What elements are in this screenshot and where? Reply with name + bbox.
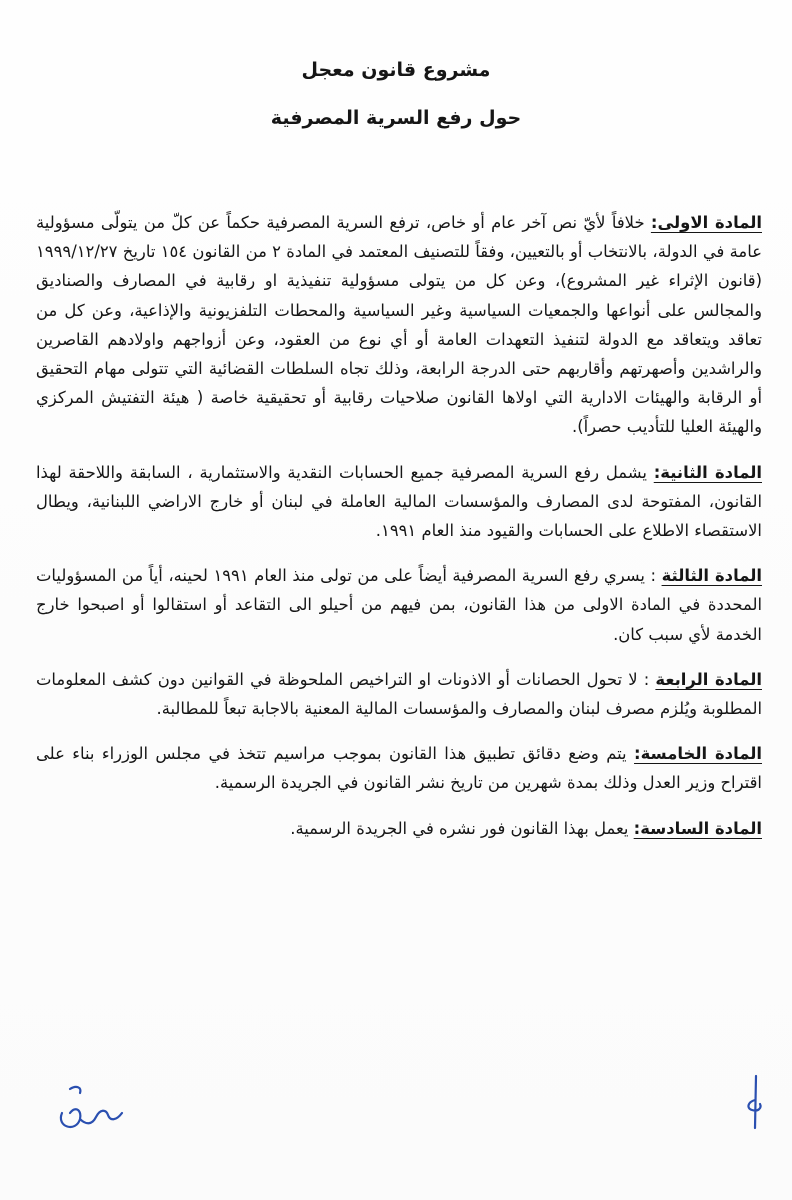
article-1-text: خلافاً لأيّ نص آخر عام أو خاص، ترفع السرية المصرفية حكماً عن كلّ من يتولّى مسؤولية عامة في الدولة، بالانتخاب أو بالتعيين، وفقاً للتصنيف المعتمد في المادة ٢ من القانون ١٥٤ تاريخ ١٩٩٩/١٢/٢٧ (قانون الإثراء غير المشروع)، وعن كل من يتولى مسؤولية تنفيذية او رقابية في المصارف والصناديق والمجالس على أنواعها والجمعيات السياسية وغير السياسية والمحطات التلفزيونية والإذاعية، وعن كل من تعاقد ويتعاقد مع الدولة لتنفيذ التعهدات العامة أو أي نوع من العقود، وعن أزواجهم واولادهم القاصرين والراشدين وأصهرتهم وأقاربهم حتى الدرجة الرابعة، وذلك تجاه السلطات القضائية التي تتولى مهام التحقيق أو الرقابة والهيئات الادارية التي اولاها القانون صلاحيات رقابية أو تحقيقية خاصة ( هيئة التفتيش المركزي والهيئة العليا للتأديب حصراً). — [36, 213, 762, 437]
margin-mark-icon — [740, 1070, 770, 1140]
signature-icon — [50, 1075, 140, 1145]
article-5 — [36, 739, 762, 797]
article-3 — [36, 561, 762, 649]
document-title: مشروع قانون معجل — [301, 59, 491, 81]
article-4-label: المادة الرابعة — [655, 669, 762, 689]
article-3-label: المادة الثالثة — [661, 566, 762, 586]
article-2-label: المادة الثانية: — [653, 462, 762, 482]
document-body — [36, 208, 762, 859]
document-subtitle: حول رفع السرية المصرفية — [270, 107, 522, 129]
article-1 — [36, 208, 762, 442]
article-6 — [36, 814, 762, 843]
article-2-text: يشمل رفع السرية المصرفية جميع الحسابات النقدية والاستثمارية ، السابقة واللاحقة لهذا القانون، المفتوحة لدى المصارف والمؤسسات المالية العاملة في لبنان أو خارج الاراضي اللبنانية، ويطال الاستقصاء الاطلاع على الحسابات والقيود منذ العام ١٩٩١. — [36, 462, 762, 541]
article-5-label: المادة الخامسة: — [634, 744, 762, 764]
article-4 — [36, 665, 762, 723]
article-3-text: : يسري رفع السرية المصرفية أيضاً على من تولى منذ العام ١٩٩١ لحينه، أياً من المسؤوليات المحددة في المادة الاولى من هذا القانون، بمن فيهم من أحيلو الى التقاعد أو استقالوا أو اصبحوا خارج الخدمة لأي سبب كان. — [36, 566, 762, 644]
article-2 — [36, 458, 762, 546]
document-header — [0, 56, 792, 132]
article-5-text: يتم وضع دقائق تطبيق هذا القانون بموجب مراسيم تتخذ في مجلس الوزراء بناء على اقتراح وزير العدل وذلك بمدة شهرين من تاريخ نشر القانون في الجريدة الرسمية. — [36, 744, 762, 793]
article-6-text: يعمل بهذا القانون فور نشره في الجريدة الرسمية. — [290, 818, 634, 838]
article-6-label: المادة السادسة: — [633, 818, 762, 838]
article-1-label: المادة الاولى: — [650, 213, 762, 232]
article-4-text: : لا تحول الحصانات أو الاذونات او التراخيص الملحوظة في القوانين دون كشف المعلومات المطلوبة ويُلزم مصرف لبنان والمصارف والمؤسسات المالية المعنية بالاجابة تبعاً للمطالبة. — [36, 669, 762, 719]
